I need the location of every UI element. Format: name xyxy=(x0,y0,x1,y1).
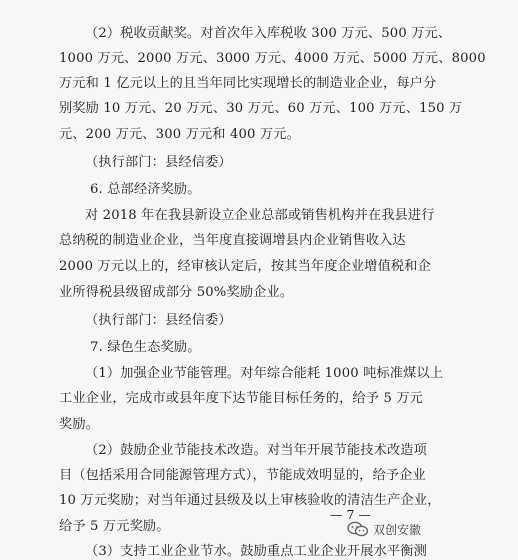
text-line-14: （1）加强企业节能管理。对年综合能耗 1000 吨标准煤以上 xyxy=(85,366,444,381)
text-line-5: 元、200 万元、300 万元和 400 万元。 xyxy=(59,127,300,142)
wechat-logo-icon xyxy=(347,521,369,537)
text-line-20: 给予 5 万元奖励。 xyxy=(59,519,170,534)
text-line-13: 7. 绿色生态奖励。 xyxy=(90,340,201,355)
text-line-7: 6. 总部经济奖励。 xyxy=(90,182,201,197)
text-line-18: 目（包括采用合同能源管理方式），节能成效明显的，给予企业 xyxy=(59,468,426,483)
text-line-19: 10 万元奖励；对当年通过县级及以上审核验收的清洁生产企业， xyxy=(59,493,441,508)
text-line-6: （执行部门：县经信委） xyxy=(85,155,232,170)
text-line-8: 对 2018 年在我县新设立企业总部或销售机构并在我县进行 xyxy=(85,208,435,223)
watermark xyxy=(347,520,421,538)
text-line-2: 1000 万元、2000 万元、3000 万元、4000 万元、5000 万元、8000 xyxy=(59,51,486,66)
text-line-15: 工业企业，完成市或县年度下达节能目标任务的，给予 5 万元 xyxy=(59,391,423,406)
text-line-11: 业所得税县级留成部分 50%奖励企业。 xyxy=(59,285,294,300)
text-line-3: 万元和 1 亿元以上的且当年同比实现增长的制造业企业，每户分 xyxy=(59,76,437,91)
page-number: — 7 — xyxy=(330,507,371,522)
text-line-10: 2000 万元以上的，经审核认定后，按其当年度企业增值税和企 xyxy=(59,259,431,274)
text-line-12: （执行部门：县经信委） xyxy=(85,313,232,328)
text-line-16: 奖励。 xyxy=(59,417,100,432)
text-line-4: 别奖励 10 万元、20 万元、30 万元、60 万元、100 万元、150 万 xyxy=(59,101,463,116)
watermark-text: 双创安徽 xyxy=(373,522,422,537)
text-line-21: （3）支持工业企业节水。鼓励重点工业企业开展水平衡测 xyxy=(85,544,427,559)
text-line-1: （2）税收贡献奖。对首次年入库税收 300 万元、500 万元、 xyxy=(85,26,452,41)
text-line-9: 总纳税的制造业企业，当年度直接调增县内企业销售收入达 xyxy=(59,233,406,248)
text-line-17: （2）鼓励企业节能技术改造。对当年开展节能技术改造项 xyxy=(85,443,427,458)
